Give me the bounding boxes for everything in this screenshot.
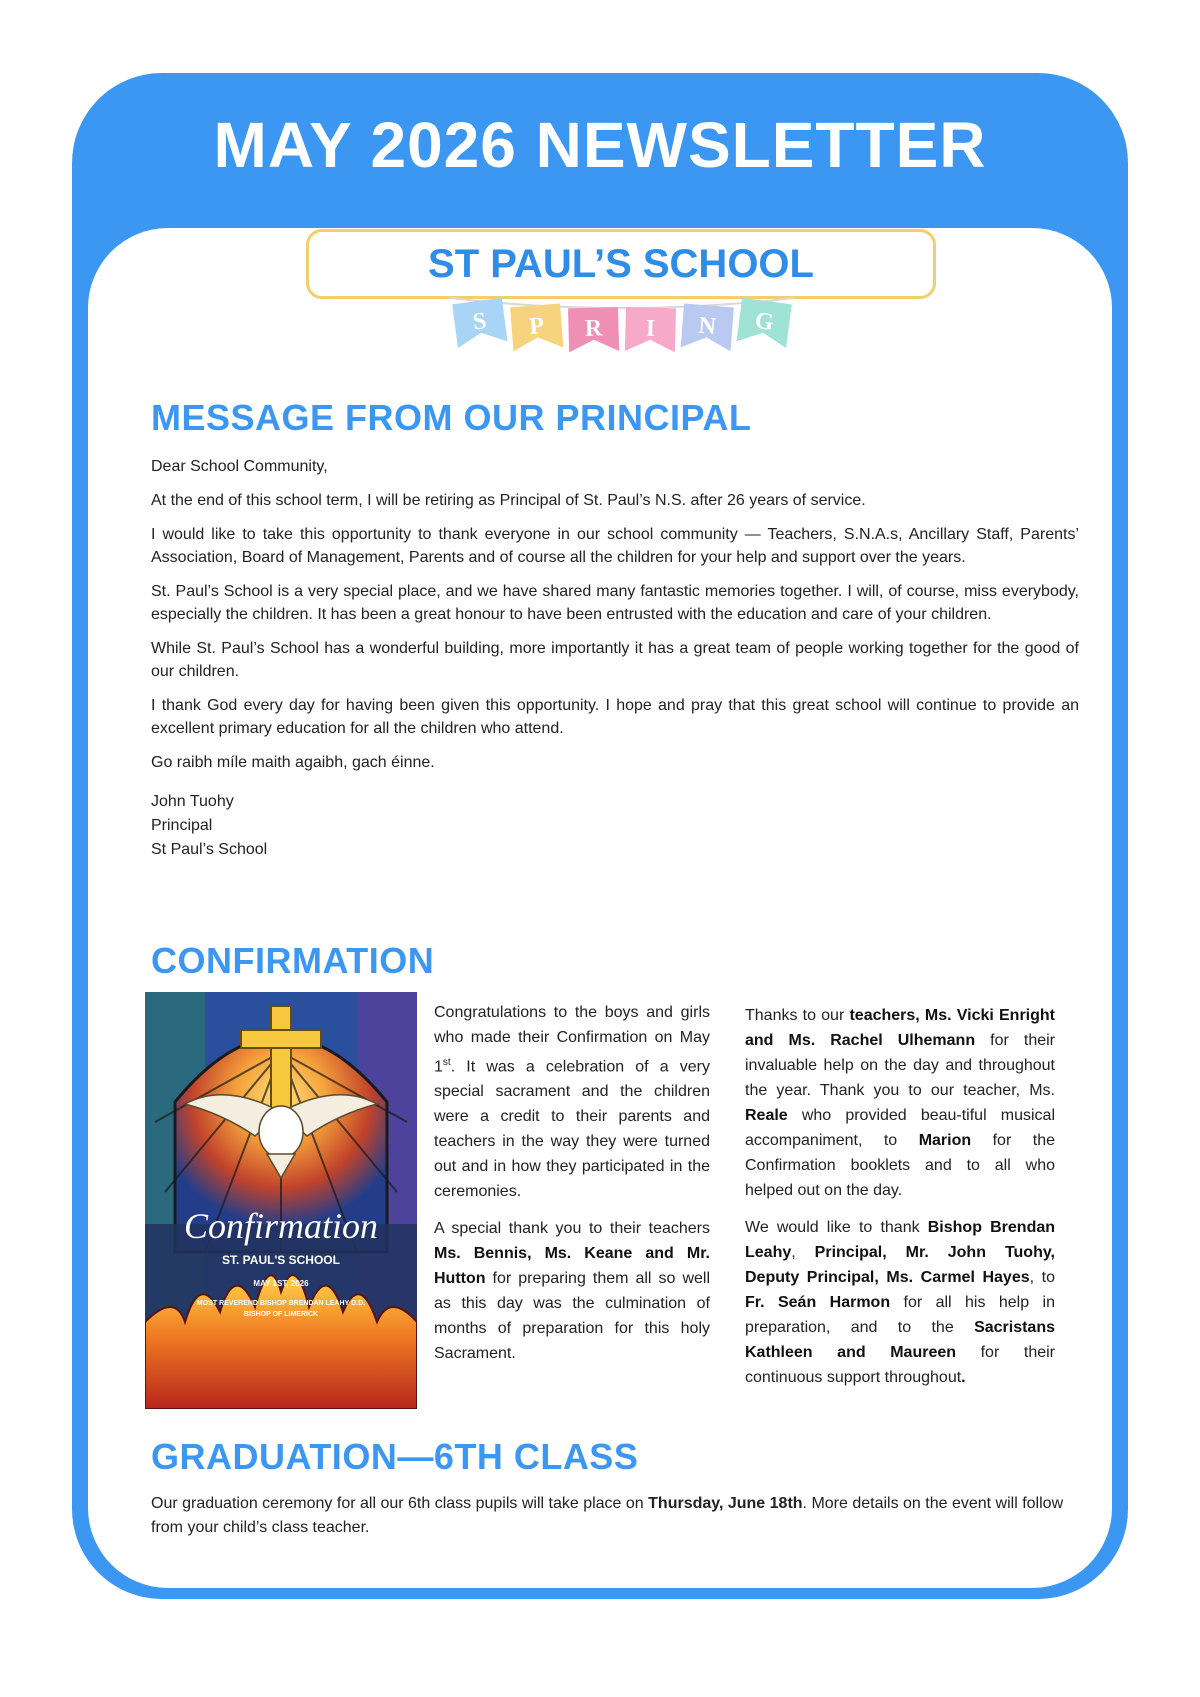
signoff-name: John Tuohy [151, 793, 234, 810]
bunting-flag [452, 298, 507, 348]
text-run: st [442, 1057, 451, 1068]
confirmation-paragraph [745, 1003, 1055, 1203]
principal-paragraph: While St. Paul’s School has a wonderful building, more importantly it has a great team of people working together for the good of our children. [151, 640, 1079, 680]
text-run: Congratulations to the boys and girls who made their Confirmation on May 1 [434, 1004, 710, 1076]
graduation-text [151, 1492, 1079, 1540]
confirmation-poster-image [145, 992, 417, 1409]
text-run: for their invaluable help on the day and throughout the year. Thank you to our teacher, Ms. [745, 1032, 1055, 1099]
principal-paragraph: St. Paul’s School is a very special place, and we have shared many fantastic memories together. I will, of course, miss everybody, especially the children. It has been a great honour to have been entrusted with the education and care of your children. [151, 583, 1079, 623]
poster-celebrant: MOST REVEREND BISHOP BRENDAN LEAHY D.D. [196, 1300, 366, 1307]
confirmation-paragraph [434, 1216, 710, 1366]
flag-letter: S [471, 308, 489, 336]
graduation-heading: GRADUATION—6TH CLASS [151, 1436, 639, 1477]
text-run: for preparing them all so well as this day was the culmination of months of preparation for this holy Sacrament. [434, 1270, 710, 1363]
principal-paragraph: I thank God every day for having been given this opportunity. I hope and pray that this great school will continue to provide an excellent primary education for all the children who attend. [151, 697, 1079, 737]
poster-school: ST. PAUL'S SCHOOL [222, 1253, 340, 1267]
priest-name: Fr. Seán Harmon [745, 1294, 891, 1311]
poster-title: Confirmation [183, 1206, 379, 1246]
text-run: Thanks to our [745, 1007, 850, 1024]
bunting-flag [736, 298, 791, 348]
text-run: , [791, 1244, 815, 1261]
principal-paragraph: I would like to take this opportunity to thank everyone in our school community — Teachers, S.N.A.s, Ancillary Staff, Parents’ Association, Board of Management, Parents and of course all the children for your help and support over the years. [151, 526, 1079, 566]
bunting-flag [568, 307, 619, 352]
bishop-name: Bishop Brendan Leahy [745, 1219, 1056, 1261]
principal-message-heading: MESSAGE FROM OUR PRINCIPAL [151, 397, 752, 438]
principal-paragraph: At the end of this school term, I will be retiring as Principal of St. Paul’s N.S. after 26 years of service. [151, 492, 866, 509]
text-run: . It was a celebration of a very special sacrament and the children were a credit to their parents and teachers in the way they were turned out and in how they participated in the ceremonies. [434, 1058, 710, 1201]
text-run: Our graduation ceremony for all our 6th class pupils will take place on [151, 1495, 649, 1512]
confirmation-column-2 [745, 1003, 1055, 1402]
flag-letter: R [584, 315, 603, 342]
staff-names: Principal, Mr. John Tuohy, Deputy Principal, Ms. Carmel Hayes [745, 1244, 1055, 1286]
stained-glass-illustration [145, 992, 417, 1409]
text-run: who provided beau-tiful musical accompaniment, to [745, 1107, 1055, 1149]
text-run: , to [1029, 1269, 1056, 1286]
principal-message [151, 455, 1079, 862]
text-run: . More details on the event will follow from your child’s class teacher. [151, 1495, 1064, 1536]
poster-date: MAY 1ST, 2026 [253, 1279, 309, 1288]
flag-letter: G [753, 307, 776, 336]
sacristan-names: Sacristans Kathleen and Maureen [745, 1319, 1055, 1361]
confirmation-heading: CONFIRMATION [151, 940, 435, 981]
newsletter-title: MAY 2026 NEWSLETTER [213, 109, 987, 181]
flag-letter: P [528, 312, 545, 340]
text-run: We would like to thank [745, 1219, 928, 1236]
flag-letter: I [645, 315, 656, 342]
signoff-school: St Paul’s School [151, 841, 268, 858]
confirmation-column-1 [434, 1000, 710, 1378]
text-run: A special thank you to their teachers [434, 1220, 710, 1238]
bunting-flag [681, 304, 734, 352]
principal-paragraph: Go raibh míle maith agaibh, gach éinne. [151, 754, 435, 771]
text-run: for their continuous support throughout [745, 1344, 1056, 1386]
poster-diocese: BISHOP OF LIMERICK [243, 1311, 319, 1318]
text-run: for all his help in preparation, and to the [745, 1294, 1055, 1336]
teacher-names: teachers, Ms. Vicki Enright and Ms. Rachel Ulhemann [745, 1007, 1055, 1049]
school-name-banner: ST PAUL’S SCHOOL [306, 229, 936, 299]
graduation-date: Thursday, June 18th [648, 1495, 803, 1512]
principal-greeting: Dear School Community, [151, 458, 328, 475]
flag-letter: N [697, 312, 718, 341]
text-run: . [961, 1369, 966, 1386]
text-run: for the Confirmation booklets and to all who helped out on the day. [745, 1132, 1055, 1199]
principal-signoff [151, 790, 1079, 862]
confirmation-paragraph [434, 1000, 710, 1204]
teacher-name: Reale [745, 1107, 788, 1124]
spring-bunting [448, 292, 796, 362]
bunting-flag [510, 304, 563, 352]
signoff-role: Principal [151, 817, 213, 834]
bunting-flag [625, 307, 676, 352]
teacher-names: Ms. Bennis, Ms. Keane and Mr. Hutton [434, 1245, 710, 1288]
confirmation-paragraph [745, 1215, 1055, 1390]
helper-name: Marion [918, 1132, 972, 1149]
